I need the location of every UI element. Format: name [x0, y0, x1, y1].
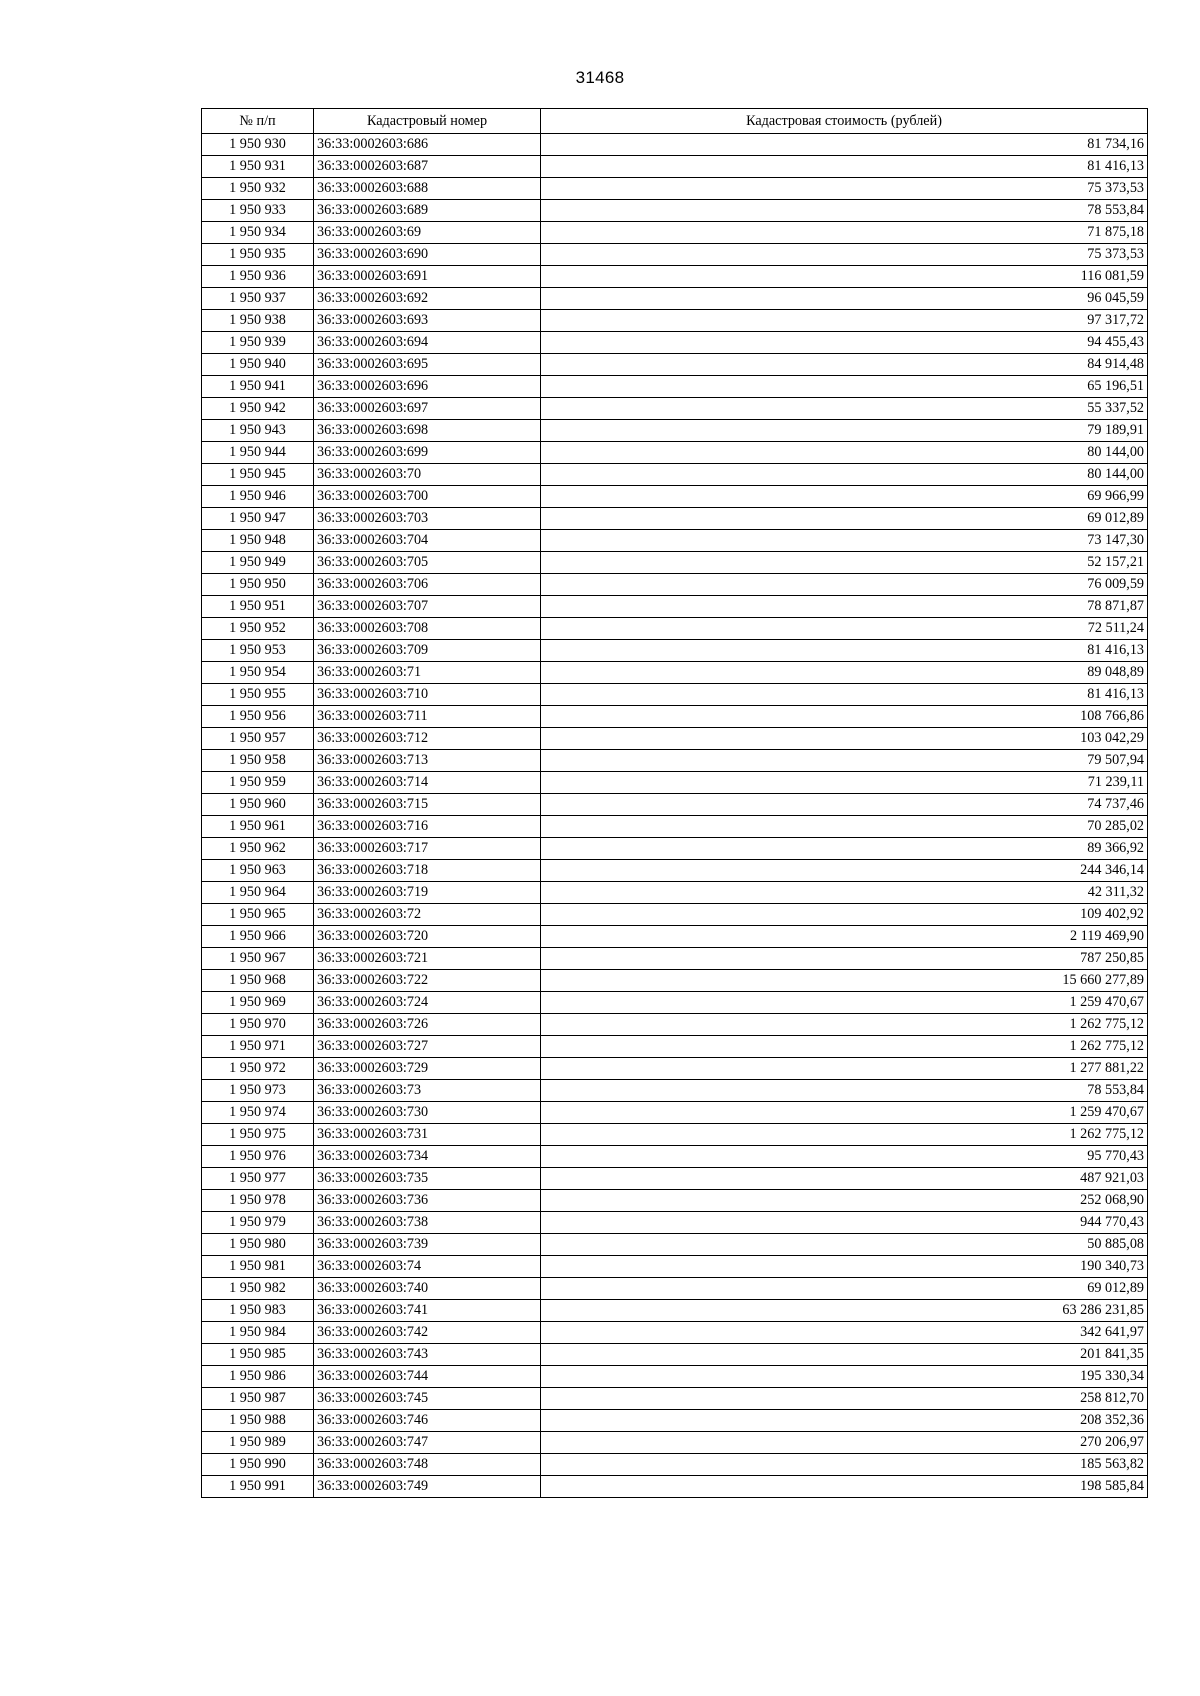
row-number-cell: 1 950 979 — [202, 1212, 314, 1234]
table-row — [202, 486, 1148, 508]
cadastral-number-cell: 36:33:0002603:695 — [314, 354, 541, 376]
cadastral-number-cell: 36:33:0002603:722 — [314, 970, 541, 992]
cadastral-value-cell: 74 737,46 — [541, 794, 1148, 816]
row-number-cell: 1 950 939 — [202, 332, 314, 354]
row-number-cell: 1 950 986 — [202, 1366, 314, 1388]
row-number-cell: 1 950 954 — [202, 662, 314, 684]
row-number-cell: 1 950 952 — [202, 618, 314, 640]
cadastral-number-cell: 36:33:0002603:724 — [314, 992, 541, 1014]
cadastral-number-cell: 36:33:0002603:687 — [314, 156, 541, 178]
table-row — [202, 728, 1148, 750]
row-number-cell: 1 950 946 — [202, 486, 314, 508]
cadastral-number-cell: 36:33:0002603:718 — [314, 860, 541, 882]
cadastral-value-cell: 63 286 231,85 — [541, 1300, 1148, 1322]
cadastral-value-table — [201, 108, 1148, 1498]
row-number-cell: 1 950 942 — [202, 398, 314, 420]
cadastral-value-cell: 108 766,86 — [541, 706, 1148, 728]
table-row — [202, 860, 1148, 882]
cadastral-number-cell: 36:33:0002603:711 — [314, 706, 541, 728]
cadastral-number-cell: 36:33:0002603:714 — [314, 772, 541, 794]
row-number-cell: 1 950 936 — [202, 266, 314, 288]
table-row — [202, 1146, 1148, 1168]
row-number-cell: 1 950 968 — [202, 970, 314, 992]
table-row — [202, 1058, 1148, 1080]
row-number-cell: 1 950 985 — [202, 1344, 314, 1366]
cadastral-value-cell: 81 416,13 — [541, 640, 1148, 662]
table-row — [202, 376, 1148, 398]
table-row — [202, 1102, 1148, 1124]
table-row — [202, 992, 1148, 1014]
cadastral-number-cell: 36:33:0002603:726 — [314, 1014, 541, 1036]
row-number-cell: 1 950 988 — [202, 1410, 314, 1432]
cadastral-number-cell: 36:33:0002603:693 — [314, 310, 541, 332]
row-number-cell: 1 950 967 — [202, 948, 314, 970]
cadastral-number-cell: 36:33:0002603:730 — [314, 1102, 541, 1124]
table-row — [202, 1168, 1148, 1190]
cadastral-value-cell: 252 068,90 — [541, 1190, 1148, 1212]
cadastral-value-cell: 116 081,59 — [541, 266, 1148, 288]
cadastral-value-cell: 42 311,32 — [541, 882, 1148, 904]
cadastral-number-cell: 36:33:0002603:727 — [314, 1036, 541, 1058]
cadastral-value-cell: 195 330,34 — [541, 1366, 1148, 1388]
row-number-cell: 1 950 961 — [202, 816, 314, 838]
cadastral-value-cell: 1 259 470,67 — [541, 992, 1148, 1014]
cadastral-number-cell: 36:33:0002603:749 — [314, 1476, 541, 1498]
cadastral-value-cell: 70 285,02 — [541, 816, 1148, 838]
table-row — [202, 574, 1148, 596]
row-number-cell: 1 950 930 — [202, 134, 314, 156]
cadastral-number-cell: 36:33:0002603:690 — [314, 244, 541, 266]
row-number-cell: 1 950 974 — [202, 1102, 314, 1124]
table-row — [202, 706, 1148, 728]
cadastral-value-cell: 944 770,43 — [541, 1212, 1148, 1234]
cadastral-number-cell: 36:33:0002603:710 — [314, 684, 541, 706]
cadastral-value-cell: 97 317,72 — [541, 310, 1148, 332]
cadastral-number-cell: 36:33:0002603:696 — [314, 376, 541, 398]
cadastral-value-cell: 78 553,84 — [541, 200, 1148, 222]
cadastral-number-cell: 36:33:0002603:73 — [314, 1080, 541, 1102]
row-number-cell: 1 950 969 — [202, 992, 314, 1014]
row-number-cell: 1 950 975 — [202, 1124, 314, 1146]
row-number-cell: 1 950 937 — [202, 288, 314, 310]
table-row — [202, 816, 1148, 838]
cadastral-value-cell: 79 507,94 — [541, 750, 1148, 772]
cadastral-value-cell: 81 734,16 — [541, 134, 1148, 156]
cadastral-number-cell: 36:33:0002603:735 — [314, 1168, 541, 1190]
table-row — [202, 1256, 1148, 1278]
row-number-cell: 1 950 951 — [202, 596, 314, 618]
cadastral-value-cell: 109 402,92 — [541, 904, 1148, 926]
table-header — [202, 109, 1148, 134]
table-row — [202, 838, 1148, 860]
cadastral-number-cell: 36:33:0002603:691 — [314, 266, 541, 288]
table-row — [202, 266, 1148, 288]
cadastral-number-cell: 36:33:0002603:686 — [314, 134, 541, 156]
table-row — [202, 794, 1148, 816]
cadastral-value-cell: 96 045,59 — [541, 288, 1148, 310]
cadastral-value-cell: 1 277 881,22 — [541, 1058, 1148, 1080]
table-row — [202, 398, 1148, 420]
table-row — [202, 332, 1148, 354]
cadastral-value-cell: 50 885,08 — [541, 1234, 1148, 1256]
cadastral-number-cell: 36:33:0002603:748 — [314, 1454, 541, 1476]
table-row — [202, 618, 1148, 640]
table-row — [202, 596, 1148, 618]
cadastral-value-cell: 81 416,13 — [541, 684, 1148, 706]
table-row — [202, 222, 1148, 244]
header-cadastral-number: Кадастровый номер — [314, 109, 541, 134]
table-row — [202, 948, 1148, 970]
row-number-cell: 1 950 982 — [202, 1278, 314, 1300]
cadastral-value-cell: 72 511,24 — [541, 618, 1148, 640]
table-row — [202, 970, 1148, 992]
table-row — [202, 1124, 1148, 1146]
row-number-cell: 1 950 962 — [202, 838, 314, 860]
row-number-cell: 1 950 966 — [202, 926, 314, 948]
cadastral-number-cell: 36:33:0002603:747 — [314, 1432, 541, 1454]
row-number-cell: 1 950 970 — [202, 1014, 314, 1036]
table-row — [202, 750, 1148, 772]
table-row — [202, 662, 1148, 684]
cadastral-number-cell: 36:33:0002603:70 — [314, 464, 541, 486]
cadastral-number-cell: 36:33:0002603:743 — [314, 1344, 541, 1366]
table-row — [202, 1410, 1148, 1432]
cadastral-value-cell: 71 239,11 — [541, 772, 1148, 794]
cadastral-number-cell: 36:33:0002603:69 — [314, 222, 541, 244]
row-number-cell: 1 950 941 — [202, 376, 314, 398]
cadastral-value-cell: 81 416,13 — [541, 156, 1148, 178]
cadastral-value-cell: 201 841,35 — [541, 1344, 1148, 1366]
row-number-cell: 1 950 935 — [202, 244, 314, 266]
cadastral-value-cell: 1 262 775,12 — [541, 1124, 1148, 1146]
cadastral-number-cell: 36:33:0002603:703 — [314, 508, 541, 530]
cadastral-value-cell: 78 871,87 — [541, 596, 1148, 618]
cadastral-value-cell: 787 250,85 — [541, 948, 1148, 970]
table-row — [202, 1476, 1148, 1498]
table-row — [202, 508, 1148, 530]
row-number-cell: 1 950 938 — [202, 310, 314, 332]
header-cadastral-value: Кадастровая стоимость (рублей) — [541, 109, 1148, 134]
row-number-cell: 1 950 964 — [202, 882, 314, 904]
cadastral-number-cell: 36:33:0002603:709 — [314, 640, 541, 662]
row-number-cell: 1 950 983 — [202, 1300, 314, 1322]
row-number-cell: 1 950 932 — [202, 178, 314, 200]
header-row — [202, 109, 1148, 134]
cadastral-number-cell: 36:33:0002603:741 — [314, 1300, 541, 1322]
cadastral-number-cell: 36:33:0002603:736 — [314, 1190, 541, 1212]
cadastral-number-cell: 36:33:0002603:738 — [314, 1212, 541, 1234]
table-row — [202, 1014, 1148, 1036]
cadastral-number-cell: 36:33:0002603:708 — [314, 618, 541, 640]
cadastral-value-cell: 1 259 470,67 — [541, 1102, 1148, 1124]
table-row — [202, 1432, 1148, 1454]
row-number-cell: 1 950 944 — [202, 442, 314, 464]
cadastral-number-cell: 36:33:0002603:692 — [314, 288, 541, 310]
row-number-cell: 1 950 976 — [202, 1146, 314, 1168]
cadastral-number-cell: 36:33:0002603:744 — [314, 1366, 541, 1388]
row-number-cell: 1 950 953 — [202, 640, 314, 662]
table-row — [202, 310, 1148, 332]
row-number-cell: 1 950 978 — [202, 1190, 314, 1212]
cadastral-value-cell: 65 196,51 — [541, 376, 1148, 398]
table-row — [202, 684, 1148, 706]
cadastral-number-cell: 36:33:0002603:721 — [314, 948, 541, 970]
cadastral-number-cell: 36:33:0002603:707 — [314, 596, 541, 618]
row-number-cell: 1 950 947 — [202, 508, 314, 530]
table-row — [202, 1080, 1148, 1102]
cadastral-value-cell: 1 262 775,12 — [541, 1014, 1148, 1036]
cadastral-value-cell: 103 042,29 — [541, 728, 1148, 750]
cadastral-value-cell: 342 641,97 — [541, 1322, 1148, 1344]
cadastral-number-cell: 36:33:0002603:731 — [314, 1124, 541, 1146]
row-number-cell: 1 950 949 — [202, 552, 314, 574]
table-row — [202, 1212, 1148, 1234]
table-row — [202, 354, 1148, 376]
cadastral-number-cell: 36:33:0002603:72 — [314, 904, 541, 926]
row-number-cell: 1 950 991 — [202, 1476, 314, 1498]
cadastral-value-cell: 15 660 277,89 — [541, 970, 1148, 992]
table-row — [202, 288, 1148, 310]
table-row — [202, 244, 1148, 266]
cadastral-value-cell: 78 553,84 — [541, 1080, 1148, 1102]
row-number-cell: 1 950 984 — [202, 1322, 314, 1344]
cadastral-value-cell: 69 012,89 — [541, 508, 1148, 530]
cadastral-number-cell: 36:33:0002603:700 — [314, 486, 541, 508]
row-number-cell: 1 950 981 — [202, 1256, 314, 1278]
cadastral-value-cell: 1 262 775,12 — [541, 1036, 1148, 1058]
cadastral-number-cell: 36:33:0002603:742 — [314, 1322, 541, 1344]
cadastral-number-cell: 36:33:0002603:740 — [314, 1278, 541, 1300]
table-row — [202, 464, 1148, 486]
cadastral-value-cell: 487 921,03 — [541, 1168, 1148, 1190]
row-number-cell: 1 950 956 — [202, 706, 314, 728]
page-number: 31468 — [575, 68, 625, 87]
cadastral-number-cell: 36:33:0002603:719 — [314, 882, 541, 904]
cadastral-value-cell: 69 966,99 — [541, 486, 1148, 508]
row-number-cell: 1 950 931 — [202, 156, 314, 178]
cadastral-number-cell: 36:33:0002603:706 — [314, 574, 541, 596]
row-number-cell: 1 950 990 — [202, 1454, 314, 1476]
row-number-cell: 1 950 957 — [202, 728, 314, 750]
row-number-cell: 1 950 977 — [202, 1168, 314, 1190]
cadastral-value-cell: 84 914,48 — [541, 354, 1148, 376]
table-row — [202, 530, 1148, 552]
cadastral-number-cell: 36:33:0002603:688 — [314, 178, 541, 200]
row-number-cell: 1 950 987 — [202, 1388, 314, 1410]
table-row — [202, 156, 1148, 178]
cadastral-value-cell: 73 147,30 — [541, 530, 1148, 552]
table-row — [202, 1366, 1148, 1388]
table-row — [202, 1322, 1148, 1344]
table-row — [202, 178, 1148, 200]
row-number-cell: 1 950 971 — [202, 1036, 314, 1058]
cadastral-value-cell: 94 455,43 — [541, 332, 1148, 354]
cadastral-number-cell: 36:33:0002603:729 — [314, 1058, 541, 1080]
table-row — [202, 1190, 1148, 1212]
cadastral-value-cell: 71 875,18 — [541, 222, 1148, 244]
cadastral-value-cell: 270 206,97 — [541, 1432, 1148, 1454]
cadastral-value-cell: 258 812,70 — [541, 1388, 1148, 1410]
cadastral-value-cell: 69 012,89 — [541, 1278, 1148, 1300]
cadastral-value-cell: 208 352,36 — [541, 1410, 1148, 1432]
row-number-cell: 1 950 989 — [202, 1432, 314, 1454]
row-number-cell: 1 950 943 — [202, 420, 314, 442]
cadastral-value-cell: 55 337,52 — [541, 398, 1148, 420]
cadastral-value-cell: 89 366,92 — [541, 838, 1148, 860]
cadastral-number-cell: 36:33:0002603:697 — [314, 398, 541, 420]
table-row — [202, 1454, 1148, 1476]
table-row — [202, 442, 1148, 464]
cadastral-number-cell: 36:33:0002603:746 — [314, 1410, 541, 1432]
row-number-cell: 1 950 960 — [202, 794, 314, 816]
cadastral-value-cell: 76 009,59 — [541, 574, 1148, 596]
cadastral-value-cell: 2 119 469,90 — [541, 926, 1148, 948]
row-number-cell: 1 950 933 — [202, 200, 314, 222]
row-number-cell: 1 950 980 — [202, 1234, 314, 1256]
row-number-cell: 1 950 959 — [202, 772, 314, 794]
table-body — [202, 134, 1148, 1498]
table-row — [202, 134, 1148, 156]
table-row — [202, 1300, 1148, 1322]
cadastral-value-cell: 52 157,21 — [541, 552, 1148, 574]
cadastral-number-cell: 36:33:0002603:717 — [314, 838, 541, 860]
cadastral-number-cell: 36:33:0002603:739 — [314, 1234, 541, 1256]
header-row-number: № п/п — [202, 109, 314, 134]
cadastral-number-cell: 36:33:0002603:71 — [314, 662, 541, 684]
cadastral-number-cell: 36:33:0002603:716 — [314, 816, 541, 838]
cadastral-number-cell: 36:33:0002603:694 — [314, 332, 541, 354]
cadastral-value-cell: 244 346,14 — [541, 860, 1148, 882]
cadastral-value-cell: 80 144,00 — [541, 442, 1148, 464]
table-row — [202, 640, 1148, 662]
table-row — [202, 420, 1148, 442]
row-number-cell: 1 950 950 — [202, 574, 314, 596]
cadastral-number-cell: 36:33:0002603:698 — [314, 420, 541, 442]
cadastral-value-cell: 95 770,43 — [541, 1146, 1148, 1168]
table-row — [202, 772, 1148, 794]
cadastral-number-cell: 36:33:0002603:704 — [314, 530, 541, 552]
table-row — [202, 1036, 1148, 1058]
cadastral-number-cell: 36:33:0002603:705 — [314, 552, 541, 574]
cadastral-number-cell: 36:33:0002603:734 — [314, 1146, 541, 1168]
row-number-cell: 1 950 955 — [202, 684, 314, 706]
cadastral-number-cell: 36:33:0002603:689 — [314, 200, 541, 222]
row-number-cell: 1 950 973 — [202, 1080, 314, 1102]
cadastral-value-cell: 185 563,82 — [541, 1454, 1148, 1476]
table-row — [202, 1388, 1148, 1410]
cadastral-value-cell: 89 048,89 — [541, 662, 1148, 684]
cadastral-number-cell: 36:33:0002603:713 — [314, 750, 541, 772]
cadastral-value-cell: 79 189,91 — [541, 420, 1148, 442]
cadastral-value-cell: 80 144,00 — [541, 464, 1148, 486]
table-row — [202, 552, 1148, 574]
cadastral-number-cell: 36:33:0002603:712 — [314, 728, 541, 750]
table-row — [202, 904, 1148, 926]
cadastral-number-cell: 36:33:0002603:699 — [314, 442, 541, 464]
row-number-cell: 1 950 948 — [202, 530, 314, 552]
table-row — [202, 1278, 1148, 1300]
cadastral-value-cell: 75 373,53 — [541, 178, 1148, 200]
cadastral-number-cell: 36:33:0002603:715 — [314, 794, 541, 816]
table-row — [202, 1234, 1148, 1256]
cadastral-number-cell: 36:33:0002603:745 — [314, 1388, 541, 1410]
cadastral-value-cell: 198 585,84 — [541, 1476, 1148, 1498]
row-number-cell: 1 950 940 — [202, 354, 314, 376]
cadastral-value-cell: 190 340,73 — [541, 1256, 1148, 1278]
cadastral-number-cell: 36:33:0002603:74 — [314, 1256, 541, 1278]
row-number-cell: 1 950 958 — [202, 750, 314, 772]
row-number-cell: 1 950 965 — [202, 904, 314, 926]
table-row — [202, 882, 1148, 904]
row-number-cell: 1 950 963 — [202, 860, 314, 882]
cadastral-value-cell: 75 373,53 — [541, 244, 1148, 266]
table-row — [202, 1344, 1148, 1366]
row-number-cell: 1 950 945 — [202, 464, 314, 486]
table-row — [202, 200, 1148, 222]
row-number-cell: 1 950 934 — [202, 222, 314, 244]
table-row — [202, 926, 1148, 948]
cadastral-number-cell: 36:33:0002603:720 — [314, 926, 541, 948]
row-number-cell: 1 950 972 — [202, 1058, 314, 1080]
